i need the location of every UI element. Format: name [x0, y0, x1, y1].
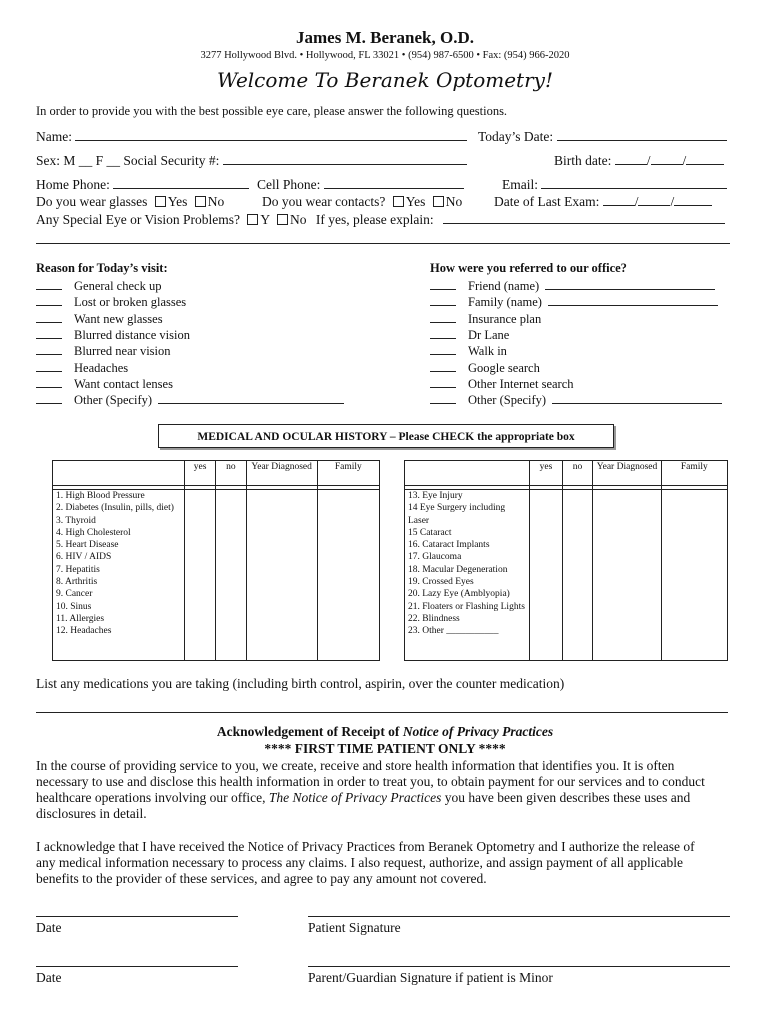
condition-label: 9. Cancer	[56, 589, 93, 600]
column-header: Family	[317, 461, 379, 486]
privacy-para1-line3-italic: The Notice of Privacy Practices	[268, 790, 442, 805]
reason-item-label: Headaches	[74, 360, 129, 375]
reason-item[interactable]	[36, 278, 161, 294]
condition-label: 1. High Blood Pressure	[56, 491, 145, 501]
referral-specify-line[interactable]	[548, 294, 718, 306]
condition-label: 19. Crossed Eyes	[408, 577, 474, 588]
contacts-question	[262, 194, 462, 210]
glasses-no-checkbox[interactable]	[195, 196, 206, 207]
reason-item-label: Want contact lenses	[74, 376, 173, 391]
referral-item-label: Dr Lane	[468, 327, 510, 342]
condition-label: 8. Arthritis	[56, 577, 98, 588]
referral-item[interactable]	[430, 360, 540, 376]
first-time-notice: **** FIRST TIME PATIENT ONLY ****	[264, 741, 506, 756]
problems-no-checkbox[interactable]	[277, 214, 288, 225]
referral-item[interactable]	[430, 376, 574, 392]
reason-check-line[interactable]	[36, 343, 62, 355]
referral-specify-line[interactable]	[552, 392, 722, 404]
referral-item[interactable]	[430, 392, 722, 408]
condition-header	[53, 461, 185, 486]
reason-item[interactable]	[36, 392, 344, 408]
history-title-box	[158, 424, 614, 448]
reason-item[interactable]	[36, 343, 171, 359]
parent-signature-label: Parent/Guardian Signature if patient is Minor	[308, 970, 553, 985]
glasses-question	[36, 194, 224, 210]
column-header: Year Diagnosed	[593, 461, 661, 486]
referral-check-line[interactable]	[430, 376, 456, 388]
referral-item[interactable]	[430, 343, 507, 359]
referral-check-line[interactable]	[430, 327, 456, 339]
privacy-para2-line3: benefits to the provider of these services, and agree to pay any amount not covered.	[36, 871, 487, 886]
referral-specify-line[interactable]	[545, 278, 715, 290]
history-table-left	[52, 460, 380, 661]
privacy-title-italic: Notice of Privacy Practices	[402, 724, 554, 739]
referral-item[interactable]	[430, 278, 715, 294]
reason-item-label: Lost or broken glasses	[74, 295, 187, 310]
medications-label: List any medications you are taking (including birth control, aspirin, over the counter medication)	[36, 676, 565, 691]
reason-item[interactable]	[36, 294, 186, 310]
problems-y-checkbox[interactable]	[247, 214, 258, 225]
reason-check-line[interactable]	[36, 294, 62, 306]
referral-item[interactable]	[430, 311, 541, 327]
check-cell[interactable]	[246, 490, 317, 661]
privacy-title-prefix: Acknowledgement of Receipt of	[216, 724, 403, 739]
welcome-heading: Welcome To Beranek Optometry!	[217, 68, 553, 92]
privacy-para2-line2: any medical information necessary to process any claims. I also request, authorize, and assign payment of all applicable	[36, 855, 684, 870]
referral-item-label: Other Internet search	[468, 376, 574, 391]
problems-y-label: Y	[260, 212, 270, 227]
name-label: Name:	[36, 129, 72, 144]
problems-no-label: No	[290, 212, 307, 227]
privacy-para1-line3-post: you have been given describes these uses and	[441, 790, 691, 805]
condition-label: 17. Glaucoma	[408, 552, 462, 563]
glasses-label: Do you wear glasses	[36, 194, 148, 209]
privacy-para1-line1: In the course of providing service to you, we create, receive and store health information that identifies you. It is often	[36, 758, 675, 773]
condition-list	[53, 490, 185, 661]
condition-label: 12. Headaches	[56, 626, 112, 637]
column-header: Year Diagnosed	[246, 461, 317, 486]
referral-item-label: Other (Specify)	[468, 393, 547, 408]
referral-item[interactable]	[430, 327, 509, 343]
privacy-para1-line3-pre: healthcare operations involving our office,	[36, 790, 269, 805]
condition-label: 16. Cataract Implants	[408, 540, 490, 551]
patient-signature-label: Patient Signature	[308, 920, 401, 935]
name-field[interactable]	[36, 129, 467, 145]
column-header: no	[562, 461, 593, 486]
medications-line[interactable]	[36, 712, 728, 713]
reason-item-label: Want new glasses	[74, 311, 163, 326]
reason-check-line[interactable]	[36, 392, 62, 404]
reason-item[interactable]	[36, 311, 163, 327]
intro-text: In order to provide you with the best possible eye care, please answer the following questions.	[36, 104, 508, 118]
condition-label: 11. Allergies	[56, 613, 105, 624]
reason-specify-line[interactable]	[158, 392, 344, 404]
referral-check-line[interactable]	[430, 294, 456, 306]
last-exam-label: Date of Last Exam:	[494, 194, 600, 209]
parent-signature-line[interactable]	[308, 966, 730, 967]
reason-check-line[interactable]	[36, 278, 62, 290]
if-yes-label: If yes, please explain:	[315, 212, 434, 227]
referral-item-label: Insurance plan	[468, 311, 542, 326]
condition-label: 23. Other ___________	[408, 626, 499, 637]
privacy-para1-line2: necessary to use and disclose this health information in order to treat you, to obtain payment for our services and to conduct	[36, 774, 705, 789]
privacy-para2-line1: I acknowledge that I have received the Notice of Privacy Practices from Beranek Optometry and I authorize the release of	[36, 839, 695, 854]
cell-phone-field[interactable]	[257, 177, 464, 193]
condition-label: 6. HIV / AIDS	[56, 552, 112, 563]
date-line-1[interactable]	[36, 916, 238, 917]
check-cell[interactable]	[562, 490, 593, 661]
date-label-1: Date	[36, 920, 62, 935]
condition-header	[405, 461, 530, 486]
condition-label: 3. Thyroid	[56, 515, 96, 526]
todays-date-label: Today’s Date:	[478, 129, 554, 144]
doctor-name: James M. Beranek, O.D.	[295, 28, 474, 47]
condition-label: 15 Cataract	[408, 527, 452, 538]
special-problems-label: Any Special Eye or Vision Problems?	[36, 212, 241, 227]
referral-item[interactable]	[430, 294, 718, 310]
history-title: MEDICAL AND OCULAR HISTORY – Please CHECK the appropriate box	[197, 431, 575, 443]
home-phone-field[interactable]	[36, 177, 249, 193]
check-cell[interactable]	[661, 490, 727, 661]
contacts-label: Do you wear contacts?	[262, 194, 386, 209]
reason-item[interactable]	[36, 360, 128, 376]
office-address: 3277 Hollywood Blvd. • Hollywood, FL 33021 • (954) 987-6500 • Fax: (954) 966-2020	[200, 50, 570, 61]
contacts-no-label: No	[445, 194, 463, 209]
condition-label: 13. Eye Injury	[408, 491, 463, 501]
email-field[interactable]	[502, 177, 727, 193]
patient-signature-line[interactable]	[308, 916, 730, 917]
column-header: yes	[530, 461, 563, 486]
date-label-2: Date	[36, 970, 62, 985]
todays-date-field[interactable]	[478, 129, 727, 145]
birth-date-label: Birth date:	[554, 153, 612, 168]
column-header: Family	[661, 461, 727, 486]
column-header: no	[215, 461, 246, 486]
reason-item[interactable]	[36, 376, 173, 392]
glasses-yes-checkbox[interactable]	[155, 196, 166, 207]
privacy-title	[0, 724, 770, 740]
reason-title: Reason for Today’s visit:	[36, 261, 168, 275]
referral-item-label: Walk in	[468, 344, 507, 359]
glasses-yes-label: Yes	[167, 194, 188, 209]
explain-line-2[interactable]	[36, 243, 730, 244]
home-phone-label: Home Phone:	[36, 177, 110, 192]
reason-check-line[interactable]	[36, 376, 62, 388]
reason-check-line[interactable]	[36, 311, 62, 323]
reason-item-label: Blurred near vision	[74, 344, 171, 359]
condition-label: 5. Heart Disease	[56, 540, 119, 551]
check-cell[interactable]	[593, 490, 661, 661]
condition-label: 14 Eye Surgery including Laser	[408, 503, 506, 526]
email-label: Email:	[502, 177, 538, 192]
explain-line[interactable]	[443, 212, 725, 224]
privacy-para1-line4: disclosures in detail.	[36, 806, 147, 821]
condition-label: 2. Diabetes (Insulin, pills, diet)	[56, 503, 174, 514]
referral-title: How were you referred to our office?	[430, 261, 627, 275]
contacts-yes-checkbox[interactable]	[393, 196, 404, 207]
birth-date-field[interactable]: Birth date: / /	[554, 153, 724, 169]
reason-check-line[interactable]	[36, 360, 62, 372]
referral-check-line[interactable]	[430, 311, 456, 323]
referral-item-label: Google search	[468, 360, 540, 375]
check-cell[interactable]	[215, 490, 246, 661]
check-cell[interactable]	[185, 490, 216, 661]
referral-check-line[interactable]	[430, 343, 456, 355]
reason-item[interactable]	[36, 327, 190, 343]
reason-item-label: General check up	[74, 279, 162, 293]
cell-phone-label: Cell Phone:	[257, 177, 321, 192]
reason-item-label: Other (Specify)	[74, 393, 153, 408]
condition-label: 7. Hepatitis	[56, 564, 100, 575]
privacy-para1-line3	[36, 790, 690, 806]
condition-label: 21. Floaters or Flashing Lights	[408, 601, 525, 612]
special-problems-question	[36, 212, 725, 228]
referral-item-label: Friend (name)	[468, 279, 540, 293]
sex-ssn-field[interactable]	[36, 153, 467, 169]
reason-item-label: Blurred distance vision	[74, 327, 190, 342]
column-header: yes	[185, 461, 216, 486]
referral-check-line[interactable]	[430, 392, 456, 404]
last-exam-field[interactable]: Date of Last Exam: / /	[494, 194, 712, 210]
sex-ssn-label: Sex: M __ F __ Social Security #:	[36, 153, 220, 168]
condition-list	[405, 490, 530, 661]
reason-check-line[interactable]	[36, 327, 62, 339]
condition-label: 20. Lazy Eye (Amblyopia)	[408, 589, 510, 600]
referral-check-line[interactable]	[430, 278, 456, 290]
referral-check-line[interactable]	[430, 360, 456, 372]
contacts-no-checkbox[interactable]	[433, 196, 444, 207]
contacts-yes-label: Yes	[405, 194, 426, 209]
check-cell[interactable]	[530, 490, 563, 661]
condition-label: 18. Macular Degeneration	[408, 564, 508, 575]
history-table-right	[404, 460, 728, 661]
condition-label: 4. High Cholesterol	[56, 527, 131, 538]
glasses-no-label: No	[207, 194, 225, 209]
condition-label: 22. Blindness	[408, 613, 460, 624]
date-line-2[interactable]	[36, 966, 238, 967]
condition-label: 10. Sinus	[56, 601, 92, 612]
check-cell[interactable]	[317, 490, 379, 661]
referral-item-label: Family (name)	[468, 295, 542, 310]
